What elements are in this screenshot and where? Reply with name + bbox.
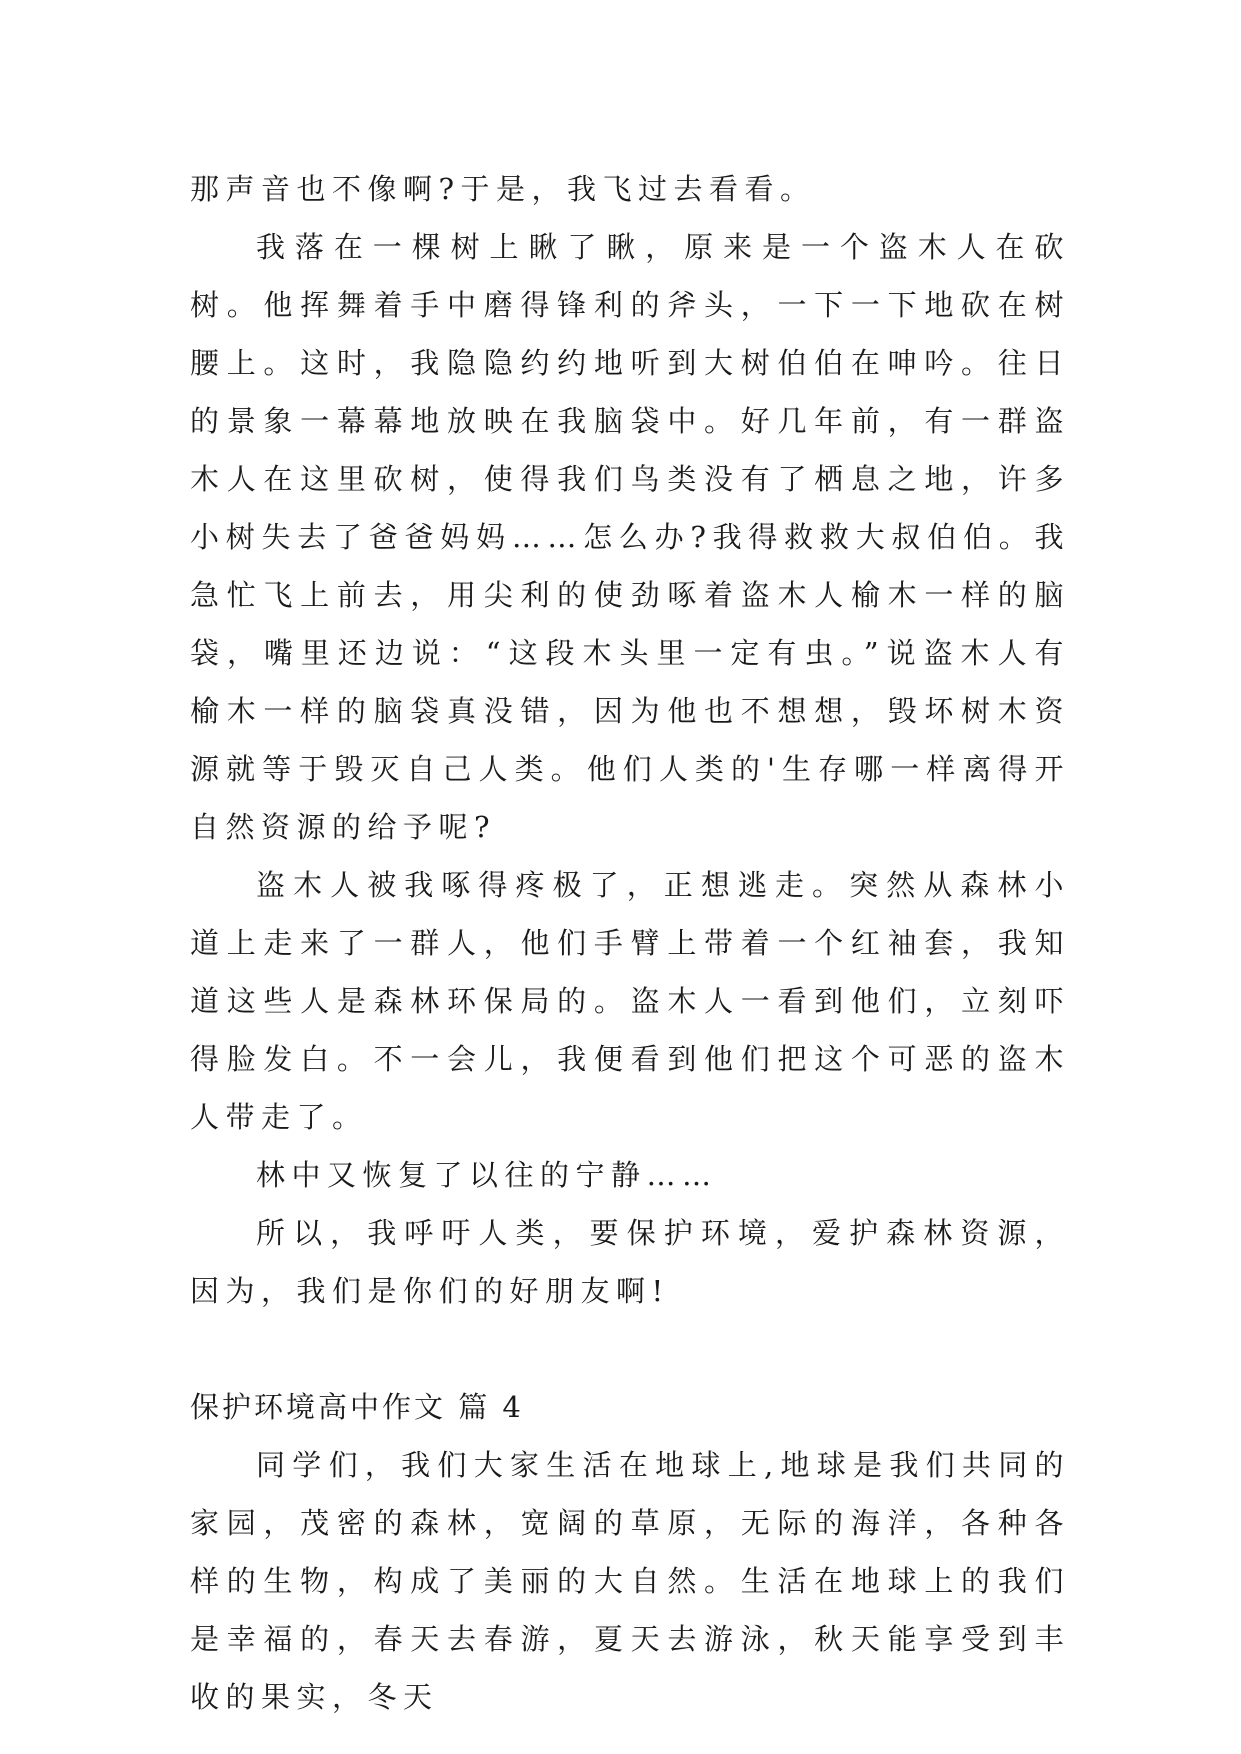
paragraph-4: 林中又恢复了以往的宁静……	[256, 1158, 718, 1192]
section-heading: 保护环境高中作文 篇 4	[190, 1390, 524, 1424]
section-spacer	[190, 1320, 1070, 1378]
paragraph-3: 盗木人被我啄得疼极了，正想逃走。突然从森林小道上走来了一群人，他们手臂上带着一个红袖套，我知道这些人是森林环保局的。盗木人一看到他们，立刻吓得脸发白。不一会儿，我便看到他们把这个可恶的盗木人带走了。	[190, 868, 1070, 1134]
paragraph-5: 所以，我呼吁人类，要保护环境，爱护森林资源，因为，我们是你们的好朋友啊!	[190, 1216, 1070, 1308]
paragraph-1: 那声音也不像啊?于是，我飞过去看看。	[190, 172, 816, 206]
document-body	[190, 160, 1070, 1726]
paragraph-2: 我落在一棵树上瞅了瞅，原来是一个盗木人在砍树。他挥舞着手中磨得锋利的斧头，一下一下地砍在树腰上。这时，我隐隐约约地听到大树伯伯在呻吟。往日的景象一幕幕地放映在我脑袋中。好几年前，有一群盗木人在这里砍树，使得我们鸟类没有了栖息之地，许多小树失去了爸爸妈妈……怎么办?我得救救大叔伯伯。我急忙飞上前去，用尖利的使劲啄着盗木人榆木一样的脑袋，嘴里还边说：“这段木头里一定有虫。”说盗木人有榆木一样的脑袋真没错，因为他也不想想，毁坏树木资源就等于毁灭自己人类。他们人类的'生存哪一样离得开自然资源的给予呢?	[190, 230, 1070, 844]
section-paragraph-1: 同学们，我们大家生活在地球上,地球是我们共同的家园，茂密的森林，宽阔的草原，无际的海洋，各种各样的生物，构成了美丽的大自然。生活在地球上的我们是幸福的，春天去春游，夏天去游泳，秋天能享受到丰收的果实，冬天	[190, 1448, 1070, 1714]
